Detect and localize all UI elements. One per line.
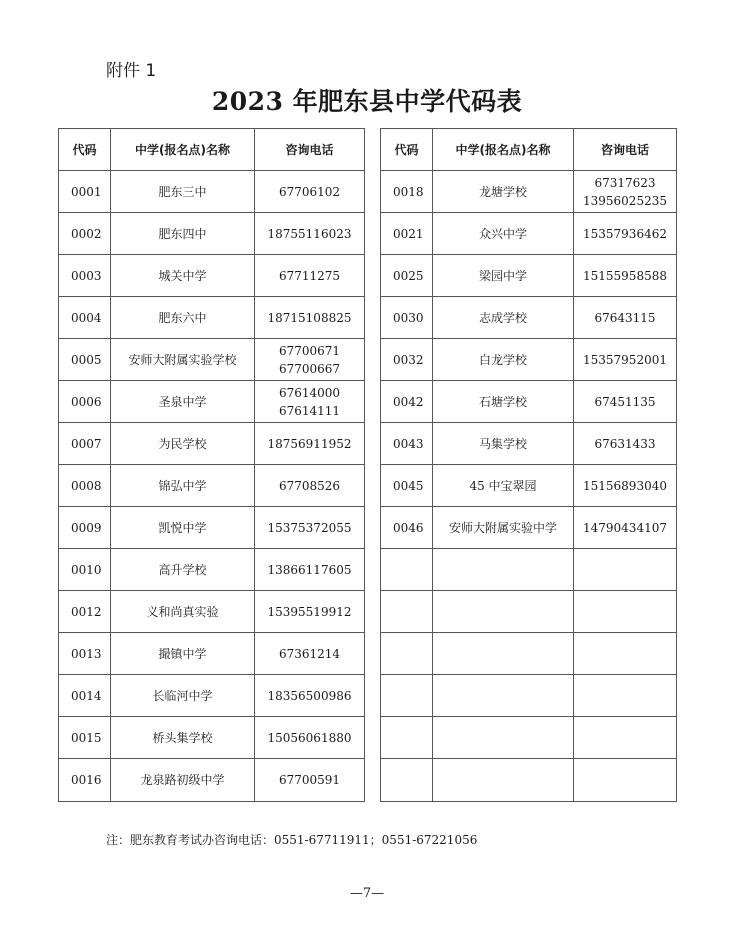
school-name-cell: 城关中学	[111, 255, 255, 296]
phone-number-secondary: 67700667	[278, 361, 341, 376]
phone-cell	[255, 171, 364, 212]
phone-number: 67317623	[594, 175, 656, 190]
phone-number: 15156893040	[583, 478, 667, 493]
school-name-cell: 龙塘学校	[433, 171, 574, 212]
school-name-cell: 义和尚真实验	[111, 591, 255, 632]
code-cell: 0002	[59, 213, 111, 254]
school-code-table-left	[58, 128, 365, 802]
school-name-cell	[433, 759, 574, 801]
page-number: —7—	[349, 886, 385, 901]
school-name-cell: 马集学校	[433, 423, 574, 464]
table-row	[381, 591, 676, 633]
code-cell: 0018	[381, 171, 433, 212]
phone-cell	[574, 339, 676, 380]
table-row	[59, 591, 364, 633]
table-row	[59, 171, 364, 213]
table-row	[381, 171, 676, 213]
table-row	[59, 297, 364, 339]
school-name-cell: 45 中宝翠园	[433, 465, 574, 506]
phone-number: 13866117605	[267, 562, 352, 577]
header-code: 代码	[381, 129, 433, 170]
phone-number: 67706102	[278, 184, 341, 199]
school-name-cell: 龙泉路初级中学	[111, 759, 255, 801]
school-name-cell	[433, 591, 574, 632]
phone-number: 15375372055	[267, 520, 352, 535]
school-name-cell: 圣泉中学	[111, 381, 255, 422]
phone-number: 67361214	[278, 646, 341, 661]
table-row	[59, 213, 364, 255]
school-name-cell: 长临河中学	[111, 675, 255, 716]
phone-cell	[574, 213, 676, 254]
table-row	[381, 297, 676, 339]
table-body-right	[381, 171, 676, 801]
phone-number: 67708526	[278, 478, 341, 493]
school-name-cell: 撮镇中学	[111, 633, 255, 674]
phone-cell	[255, 213, 364, 254]
phone-cell	[574, 675, 676, 716]
table-row	[381, 549, 676, 591]
school-name-cell: 众兴中学	[433, 213, 574, 254]
attachment-label: 附件 1	[106, 61, 157, 81]
phone-number: 15357952001	[583, 352, 667, 367]
phone-number: 18756911952	[267, 436, 352, 451]
phone-number: 14790434107	[583, 520, 667, 535]
code-cell: 0043	[381, 423, 433, 464]
phone-cell	[574, 171, 676, 212]
header-name: 中学(报名点)名称	[111, 129, 255, 170]
code-cell: 0046	[381, 507, 433, 548]
phone-cell	[255, 549, 364, 590]
code-cell	[381, 675, 433, 716]
phone-cell	[574, 633, 676, 674]
code-cell: 0003	[59, 255, 111, 296]
footnote: 注：肥东教育考试办咨询电话：0551-67711911；0551-67221056	[106, 833, 478, 847]
phone-cell	[255, 591, 364, 632]
table-row	[59, 423, 364, 465]
table-row	[381, 213, 676, 255]
school-name-cell: 安师大附属实验学校	[111, 339, 255, 380]
phone-number-secondary: 67614111	[278, 403, 341, 418]
table-row	[59, 549, 364, 591]
code-cell: 0006	[59, 381, 111, 422]
table-row	[59, 717, 364, 759]
phone-number: 67451135	[594, 394, 656, 409]
phone-number: 15357936462	[583, 226, 667, 241]
page-title: 2023 年肥东县中学代码表	[211, 87, 523, 116]
phone-number: 18356500986	[267, 688, 352, 703]
table-row	[381, 339, 676, 381]
phone-number: 67631433	[594, 436, 656, 451]
phone-cell	[255, 297, 364, 338]
code-cell: 0021	[381, 213, 433, 254]
school-name-cell: 肥东四中	[111, 213, 255, 254]
phone-cell	[574, 255, 676, 296]
phone-number: 67711275	[278, 268, 341, 283]
code-cell: 0004	[59, 297, 111, 338]
phone-cell	[255, 675, 364, 716]
phone-cell	[255, 381, 364, 422]
table-header-row	[381, 129, 676, 171]
table-row	[59, 255, 364, 297]
school-name-cell: 桥头集学校	[111, 717, 255, 758]
school-name-cell: 梁园中学	[433, 255, 574, 296]
code-cell: 0007	[59, 423, 111, 464]
table-body-left	[59, 171, 364, 801]
code-cell	[381, 759, 433, 801]
phone-cell	[255, 423, 364, 464]
code-cell: 0009	[59, 507, 111, 548]
phone-number: 15056061880	[267, 730, 352, 745]
table-row	[381, 717, 676, 759]
phone-cell	[255, 759, 364, 801]
code-cell: 0008	[59, 465, 111, 506]
code-cell: 0045	[381, 465, 433, 506]
code-cell: 0025	[381, 255, 433, 296]
phone-number: 15395519912	[267, 604, 352, 619]
phone-number: 67614000	[278, 385, 341, 400]
code-cell: 0030	[381, 297, 433, 338]
phone-cell	[574, 381, 676, 422]
table-row	[381, 633, 676, 675]
phone-cell	[574, 591, 676, 632]
table-row	[381, 423, 676, 465]
header-code: 代码	[59, 129, 111, 170]
school-name-cell: 肥东六中	[111, 297, 255, 338]
table-row	[59, 339, 364, 381]
phone-number-secondary: 13956025235	[583, 193, 667, 208]
school-name-cell: 志成学校	[433, 297, 574, 338]
code-cell	[381, 633, 433, 674]
school-name-cell: 高升学校	[111, 549, 255, 590]
code-cell: 0001	[59, 171, 111, 212]
phone-cell	[255, 255, 364, 296]
school-name-cell	[433, 675, 574, 716]
school-name-cell: 石塘学校	[433, 381, 574, 422]
phone-cell	[574, 759, 676, 801]
code-cell: 0013	[59, 633, 111, 674]
table-row	[381, 675, 676, 717]
code-cell: 0032	[381, 339, 433, 380]
header-phone: 咨询电话	[285, 142, 334, 157]
phone-cell	[255, 465, 364, 506]
phone-cell	[574, 717, 676, 758]
code-cell: 0014	[59, 675, 111, 716]
header-phone: 咨询电话	[600, 142, 649, 157]
table-row	[59, 675, 364, 717]
phone-number: 15155958588	[583, 268, 667, 283]
code-cell: 0010	[59, 549, 111, 590]
table-header-row	[59, 129, 364, 171]
school-name-cell: 为民学校	[111, 423, 255, 464]
table-row	[59, 381, 364, 423]
table-row	[59, 633, 364, 675]
school-name-cell: 白龙学校	[433, 339, 574, 380]
table-row	[381, 465, 676, 507]
code-cell: 0005	[59, 339, 111, 380]
phone-cell	[574, 465, 676, 506]
phone-number: 67700591	[278, 773, 341, 787]
phone-number: 67700671	[278, 343, 341, 358]
school-name-cell: 凯悦中学	[111, 507, 255, 548]
phone-cell	[255, 507, 364, 548]
code-cell	[381, 717, 433, 758]
phone-cell	[255, 339, 364, 380]
table-row	[59, 465, 364, 507]
phone-cell	[574, 297, 676, 338]
phone-cell	[255, 633, 364, 674]
table-row	[381, 255, 676, 297]
code-cell	[381, 549, 433, 590]
school-name-cell: 安师大附属实验中学	[433, 507, 574, 548]
table-row	[381, 381, 676, 423]
phone-number: 67643115	[594, 310, 656, 325]
school-name-cell: 肥东三中	[111, 171, 255, 212]
school-name-cell	[433, 633, 574, 674]
phone-cell	[574, 423, 676, 464]
school-name-cell	[433, 717, 574, 758]
code-cell: 0042	[381, 381, 433, 422]
code-cell	[381, 591, 433, 632]
table-row	[381, 507, 676, 549]
phone-cell	[574, 549, 676, 590]
table-row	[59, 507, 364, 549]
table-row	[59, 759, 364, 801]
table-row	[381, 759, 676, 801]
code-cell: 0016	[59, 759, 111, 801]
header-name: 中学(报名点)名称	[433, 129, 574, 170]
phone-cell	[255, 717, 364, 758]
school-name-cell	[433, 549, 574, 590]
phone-number: 18715108825	[267, 310, 352, 325]
phone-cell	[574, 507, 676, 548]
code-cell: 0012	[59, 591, 111, 632]
code-cell: 0015	[59, 717, 111, 758]
school-code-table-right	[380, 128, 677, 802]
phone-number: 18755116023	[267, 226, 352, 241]
school-name-cell: 锦弘中学	[111, 465, 255, 506]
